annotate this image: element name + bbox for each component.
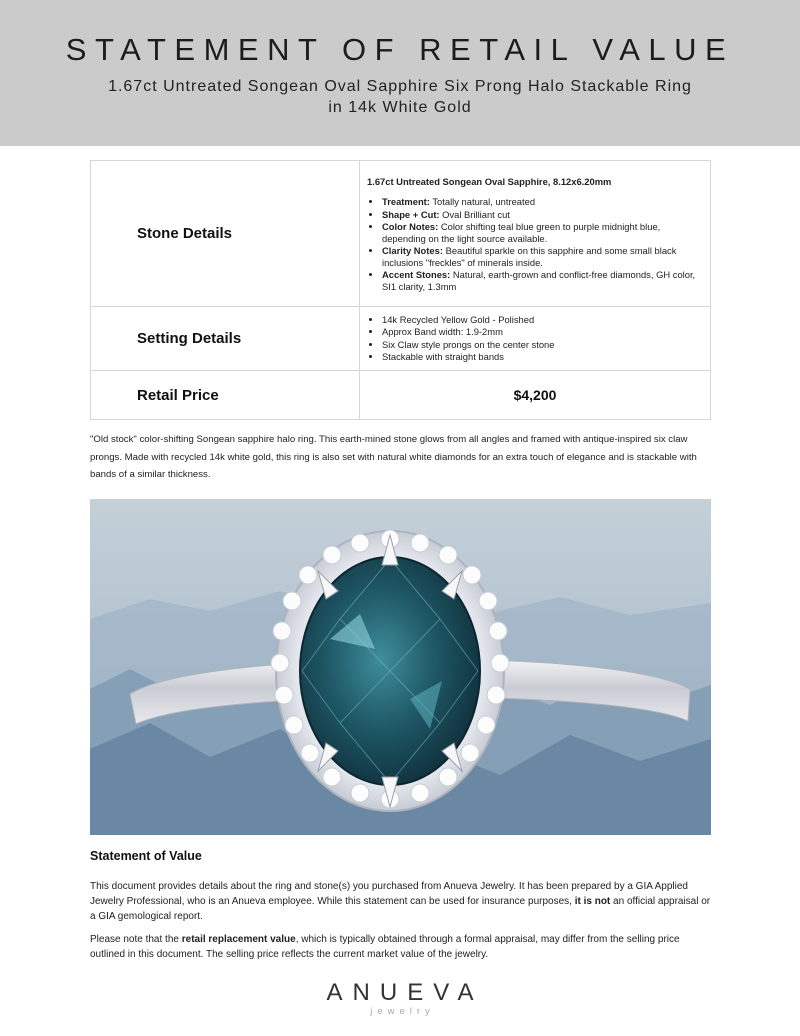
details-table xyxy=(90,160,711,420)
list-item: • Shape + Cut: Oval Brilliant cut xyxy=(382,209,700,221)
list-item: • Six Claw style prongs on the center stone xyxy=(382,339,700,351)
ring-photo xyxy=(90,499,711,835)
header-banner xyxy=(0,0,800,146)
stone-heading: 1.67ct Untreated Songean Oval Sapphire, 8.12x6.20mm xyxy=(367,175,612,187)
setting-details-label: Setting Details xyxy=(91,307,360,371)
stone-details-cell xyxy=(360,161,711,307)
list-item: • Approx Band width: 1.9-2mm xyxy=(382,326,700,338)
retail-row xyxy=(91,371,711,420)
setting-details-list xyxy=(367,314,700,363)
list-item: • Stackable with straight bands xyxy=(382,351,700,363)
document-title: STATEMENT OF RETAIL VALUE xyxy=(65,32,735,67)
stone-row xyxy=(91,161,711,307)
statement-title: Statement of Value xyxy=(90,849,202,863)
list-item: • 14k Recycled Yellow Gold - Polished xyxy=(382,314,700,326)
setting-row xyxy=(91,307,711,371)
retail-price-value: $4,200 xyxy=(360,371,711,420)
stone-details-list xyxy=(367,196,700,292)
statement-paragraph-1: This document provides details about the ring and stone(s) you purchased from Anueva Jewelry. It has been prepared by a GIA Applied Jewelry Professional, who is an Anueva employee. While this statement can be used for insurance purposes, it is not an official appraisal or a GIA gemological report. xyxy=(90,881,711,922)
setting-details-cell xyxy=(360,307,711,371)
list-item: • Treatment: Totally natural, untreated xyxy=(382,196,700,208)
retail-price-label: Retail Price xyxy=(91,371,360,420)
ring-illustration xyxy=(90,499,711,835)
brand-logo xyxy=(0,979,800,1017)
stone-details-label: Stone Details xyxy=(91,161,360,307)
product-description: "Old stock" color-shifting Songean sapphire halo ring. This earth-mined stone glows from all angles and framed with antique-inspired six claw prongs. Made with recycled 14k white gold, this ring is also set with natural white diamonds for an extra touch of elegance and is stackable with bands of a similar thickness. xyxy=(90,434,697,480)
product-subtitle: 1.67ct Untreated Songean Oval Sapphire Six Prong Halo Stackable Ring in 14k White Gold xyxy=(108,78,692,116)
logo-wordmark: ANUEVA xyxy=(326,979,484,1006)
statement-paragraph-2: Please note that the retail replacement value, which is typically obtained through a formal appraisal, may differ from the selling price outlined in this document. The selling price reflects the current market value of the jewelry. xyxy=(90,934,680,960)
logo-subtitle: jewelry xyxy=(370,1006,435,1017)
list-item: • Color Notes: Color shifting teal blue green to purple midnight blue, depending on the light source available. xyxy=(382,221,700,244)
list-item: • Accent Stones: Natural, earth-grown and conflict-free diamonds, GH color, SI1 clarity, 1.3mm xyxy=(382,269,700,292)
list-item: • Clarity Notes: Beautiful sparkle on this sapphire and some small black inclusions "freckles" of minerals inside. xyxy=(382,245,700,268)
